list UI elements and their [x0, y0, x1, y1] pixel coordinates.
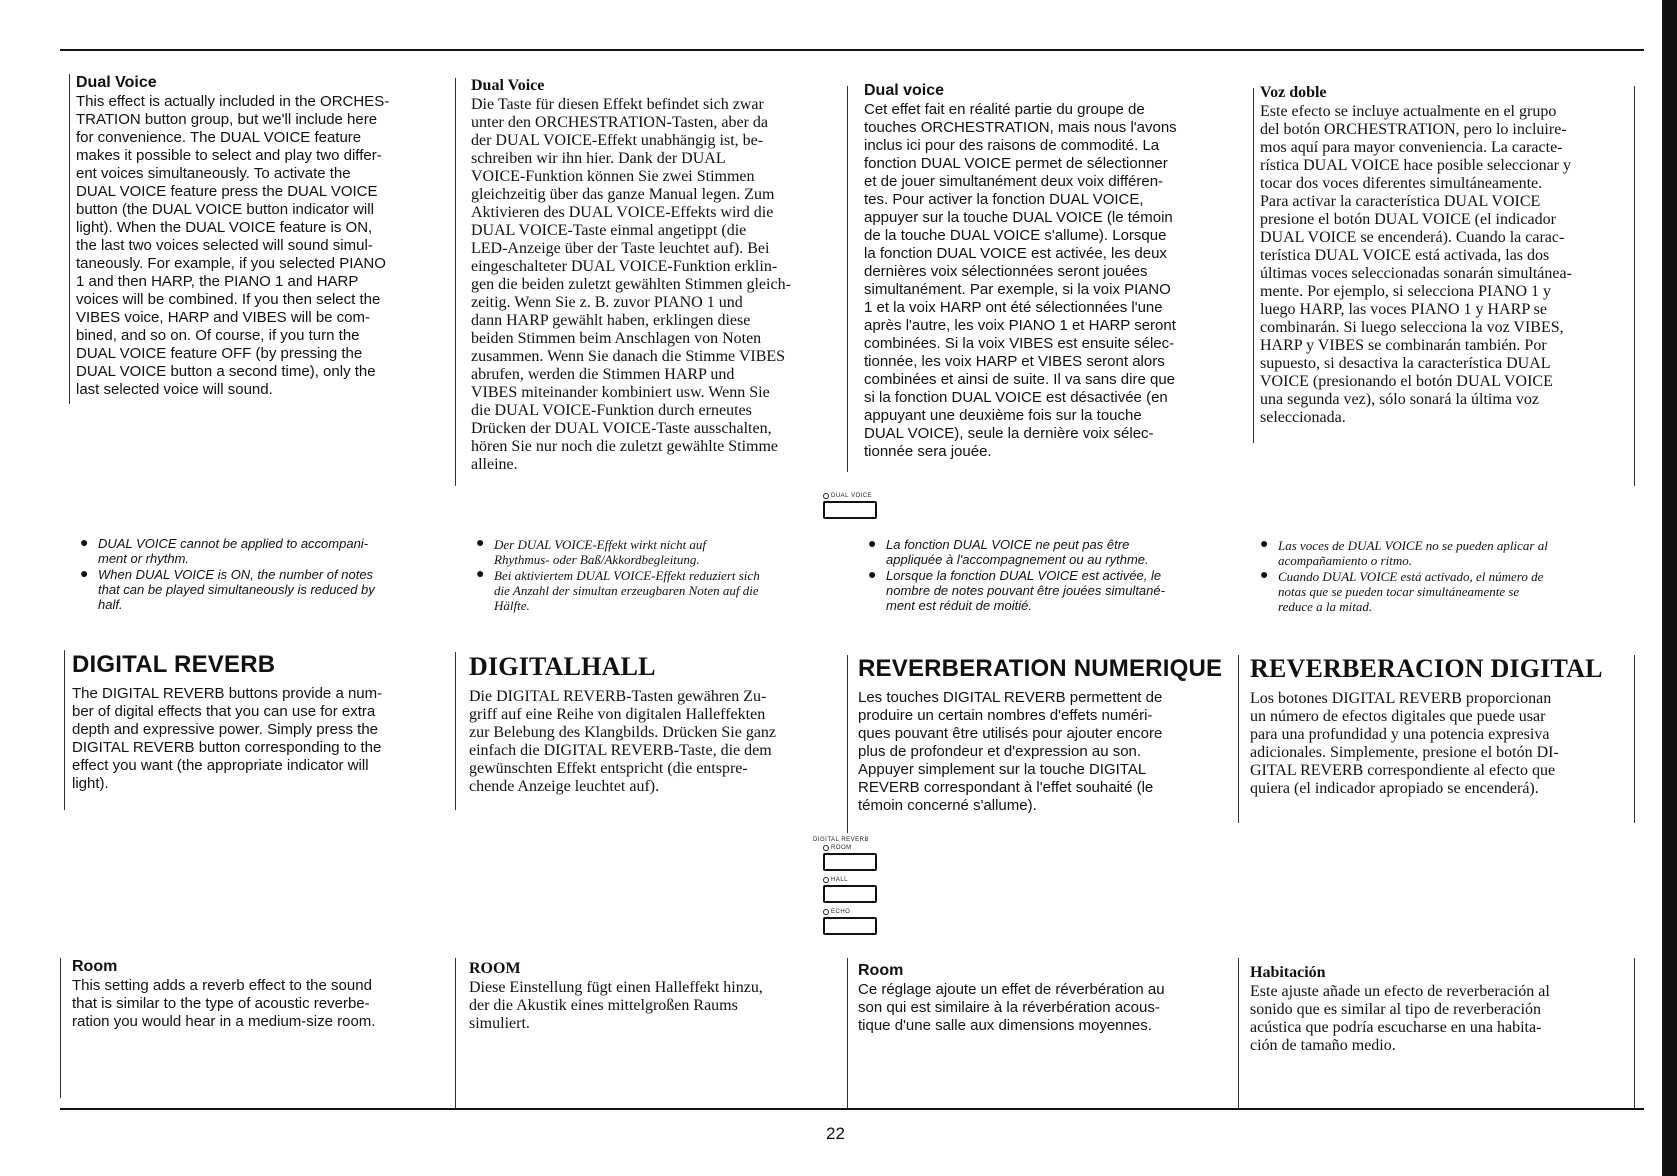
page-number: 22 [826, 1124, 845, 1143]
column-rule [455, 958, 456, 1108]
dual-voice-text: Este efecto se incluye actualmente en el grupo del botón ORCHESTRATION, pero lo incluire- mos aquí para mayor conveniencia. La caracte- rística DUAL VOICE hace posible seleccionar y tocar dos voces diferentes simultáneamente. Para activar la característica DUAL VOICE presione el botón DUAL VOICE (el indicador DUAL VOICE se encenderá). Cuando la carac- terística DUAL VOICE está activada, las dos últimas voces seleccionadas sonarán simultánea- mente. Por ejemplo, si selecciona PIANO 1 y luego HARP, las voces PIANO 1 y HARP se combinarán. Si luego selecciona la voz VIBES, HARP y VIBES se combinarán también. Por supuesto, si desactiva la característica DUAL VOICE (presionando el botón DUAL VOICE una segunda vez), sólo sonará la última voz seleccionada. [1260, 103, 1572, 426]
indicator-led-icon [823, 493, 829, 499]
column-rule [455, 78, 456, 486]
room-heading: ROOM [469, 960, 521, 977]
note-item: ● Las voces de DUAL VOICE no se pueden aplicar al acompañamiento o ritmo. [1260, 537, 1548, 568]
column-rule [60, 958, 61, 1098]
note-item: ● Lorsque la fonction DUAL VOICE est activée, le nombre de notes pouvant être jouées simultané- ment est réduit de moitié. [868, 566, 1165, 613]
column-rule [847, 86, 848, 472]
notes-german [472, 537, 842, 614]
notes-spanish [1256, 538, 1632, 615]
room-english [72, 958, 448, 1031]
notes-french [864, 537, 1246, 614]
column-rule [1253, 88, 1254, 443]
reverb-text: Los botones DIGITAL REVERB proporcionan un número de efectos digitales que puede usar para una profundidad y una potencia expresiva adicionales. Simplemente, presione el botón DI- GITAL REVERB correspondiente al efecto que quiera (el indicador apropiado se encenderá). [1250, 690, 1559, 797]
dual-voice-heading: Dual Voice [471, 77, 545, 94]
room-german [469, 960, 841, 1033]
dual-voice-panel-diagram: DUAL VOICE [823, 492, 877, 524]
indicator-led-icon [823, 845, 829, 851]
column-rule [69, 74, 70, 404]
column-rule [455, 652, 456, 810]
dual-voice-text: Die Taste für diesen Effekt befindet sich zwar unter den ORCHESTRATION-Tasten, aber da der DUAL VOICE-Effekt unabhängig ist, be- schreiben wir ihn hier. Dank der DUAL VOICE-Funktion können Sie zwei Stimmen gleichzeitig über das ganze Manual legen. Zum Aktivieren des DUAL VOICE-Effekts wird die DUAL VOICE-Taste einmal angetippt (die LED-Anzeige über der Taste leuchtet auf). Bei eingeschalteter DUAL VOICE-Funktion erklin- gen die beiden zuletzt gewählten Stimmen gleich- zeitig. Wenn Sie z. B. zuvor PIANO 1 und dann HARP gewählt haben, erklingen diese beiden Stimmen beim Anschlagen von Noten zusammen. Wenn Sie danach die Stimme VIBES abrufen, werden die Stimmen HARP und VIBES miteinander kombiniert usw. Wenn Sie die DUAL VOICE-Funktion durch erneutes Drücken der DUAL VOICE-Taste ausschalten, hören Sie nur noch die zuletzt gewählte Stimme alleine. [471, 96, 791, 473]
reverb-spanish [1250, 654, 1632, 798]
column-rule [847, 655, 848, 833]
note-item: ● When DUAL VOICE is ON, the number of notes that can be played simultaneously is reduced by half. [80, 565, 375, 612]
reverb-heading: REVERBERATION NUMERIQUE [858, 655, 1223, 682]
reverb-english [72, 651, 448, 793]
dual-voice-text: Cet effet fait en réalité partie du groupe de touches ORCHESTRATION, mais nous l'avons inclus ici pour des raisons de commodité. La fonction DUAL VOICE permet de sélectionner et de jouer simultanément deux voix différen- tes. Pour activer la fonction DUAL VOICE, appuyer sur la touche DUAL VOICE (le témoin de la touche DUAL VOICE s'allume). Lorsque la fonction DUAL VOICE est activée, les deux dernières voix sélectionnées seront jouées simultanément. Par exemple, si la voix PIANO 1 et la voix HARP ont été sélectionnées l'une après l'autre, les voix PIANO 1 et HARP seront combinées. Si la voix VIBES est ensuite sélec- tionnée, les voix HARP et VIBES seront alors combinées et ainsi de suite. Il va sans dire que si la fonction DUAL VOICE est désactivée (en appuyant une deuxième fois sur la touche DUAL VOICE), seule la dernière voix sélec- tionnée sera jouée. [864, 101, 1177, 460]
column-rule [847, 958, 848, 1108]
note-item: ● La fonction DUAL VOICE ne peut pas être appliquée à l'accompagnement ou au rythme. [868, 535, 1149, 567]
column-rule [1634, 655, 1635, 823]
digital-reverb-panel-diagram: DIGITAL REVERB ROOM HALL ECHO [813, 836, 877, 940]
column-english [76, 74, 448, 399]
reverb-heading: DIGITALHALL [469, 652, 656, 681]
column-german [471, 77, 841, 474]
room-spanish [1250, 964, 1632, 1055]
dual-voice-heading: Dual Voice [76, 74, 157, 91]
room-heading: Room [858, 962, 904, 979]
room-text: Este ajuste añade un efecto de reverberación al sonido que es similar al tipo de reverberación acústica que podría escucharse en una habita- ción de tamaño medio. [1250, 983, 1550, 1054]
room-button-icon [823, 853, 877, 871]
dual-voice-button-icon [823, 501, 877, 519]
reverb-text: Die DIGITAL REVERB-Tasten gewähren Zu- griff auf eine Reihe von digitalen Halleffekten zur Belebung des Klangbilds. Drücken Sie ganz einfach die DIGITAL REVERB-Taste, die dem gewünschten Effekt entspricht (die entspre- chende Anzeige leuchtet auf). [469, 688, 777, 795]
hall-button-icon [823, 885, 877, 903]
notes-english [76, 536, 448, 613]
reverb-german [469, 652, 841, 796]
note-item: ● DUAL VOICE cannot be applied to accompani- ment or rhythm. [80, 534, 369, 566]
column-french [864, 82, 1246, 461]
reverb-text: Les touches DIGITAL REVERB permettent de produire un certain nombres d'effets numéri- ques pouvant être utilisés pour ajouter encore plus de profondeur et d'expression au son. Appuyer simplement sur la touche DIGITAL REVERB correspondant à l'effet souhaité (le témoin concerné s'allume). [858, 689, 1163, 814]
room-text: Ce réglage ajoute un effet de réverbération au son qui est similaire à la réverbération acous- tique d'une salle aux dimensions moyennes. [858, 981, 1165, 1034]
room-heading: Room [72, 958, 118, 975]
column-rule [1634, 86, 1635, 486]
dual-voice-text: This effect is actually included in the ORCHES- TRATION button group, but we'll include here for convenience. The DUAL VOICE feature makes it possible to select and play two differ- ent voices simultaneously. To activate the DUAL VOICE feature press the DUAL VOICE button (the DUAL VOICE button indicator will light). When the DUAL VOICE feature is ON, the last two voices selected will sound simul- taneously. For example, if you selected PIANO 1 and then HARP, the PIANO 1 and HARP voices will be combined. If you then select the VIBES voice, HARP and VIBES will be com- bined, and so on. Of course, if you turn the DUAL VOICE feature OFF (by pressing the DUAL VOICE button a second time), only the last selected voice will sound. [76, 93, 390, 398]
top-rule [60, 49, 1644, 51]
note-item: ● Bei aktiviertem DUAL VOICE-Effekt reduziert sich die Anzahl der simultan erzeugbaren Noten auf die Hälfte. [476, 567, 760, 613]
dual-voice-heading: Voz doble [1260, 84, 1327, 101]
note-item: ● Cuando DUAL VOICE está activado, el número de notas que se pueden tocar simultáneamente se reduce a la mitad. [1260, 568, 1544, 614]
indicator-led-icon [823, 877, 829, 883]
reverb-heading: DIGITAL REVERB [72, 651, 276, 678]
echo-button-icon [823, 917, 877, 935]
room-text: This setting adds a reverb effect to the sound that is similar to the type of acoustic reverbe- ration you would hear in a medium-size room. [72, 977, 376, 1030]
column-rule [1634, 958, 1635, 1108]
page-edge-bar [1662, 0, 1677, 1176]
note-item: ● Der DUAL VOICE-Effekt wirkt nicht auf Rhythmus- oder Baß/Akkordbegleitung. [476, 536, 707, 567]
column-spanish [1260, 84, 1632, 427]
column-rule [64, 650, 65, 810]
room-heading: Habitación [1250, 964, 1326, 981]
room-text: Diese Einstellung fügt einen Halleffekt hinzu, der die Akustik eines mittelgroßen Raums simuliert. [469, 979, 763, 1032]
dual-voice-heading: Dual voice [864, 82, 945, 99]
reverb-text: The DIGITAL REVERB buttons provide a num- ber of digital effects that you can use for extra depth and expressive power. Simply press the DIGITAL REVERB button corresponding to the effect you want (the appropriate indicator will light). [72, 685, 383, 792]
reverb-french [858, 655, 1244, 815]
reverb-heading: REVERBERACION DIGITAL [1250, 654, 1603, 683]
bottom-rule [60, 1108, 1644, 1110]
indicator-led-icon [823, 909, 829, 915]
room-french [858, 962, 1244, 1035]
